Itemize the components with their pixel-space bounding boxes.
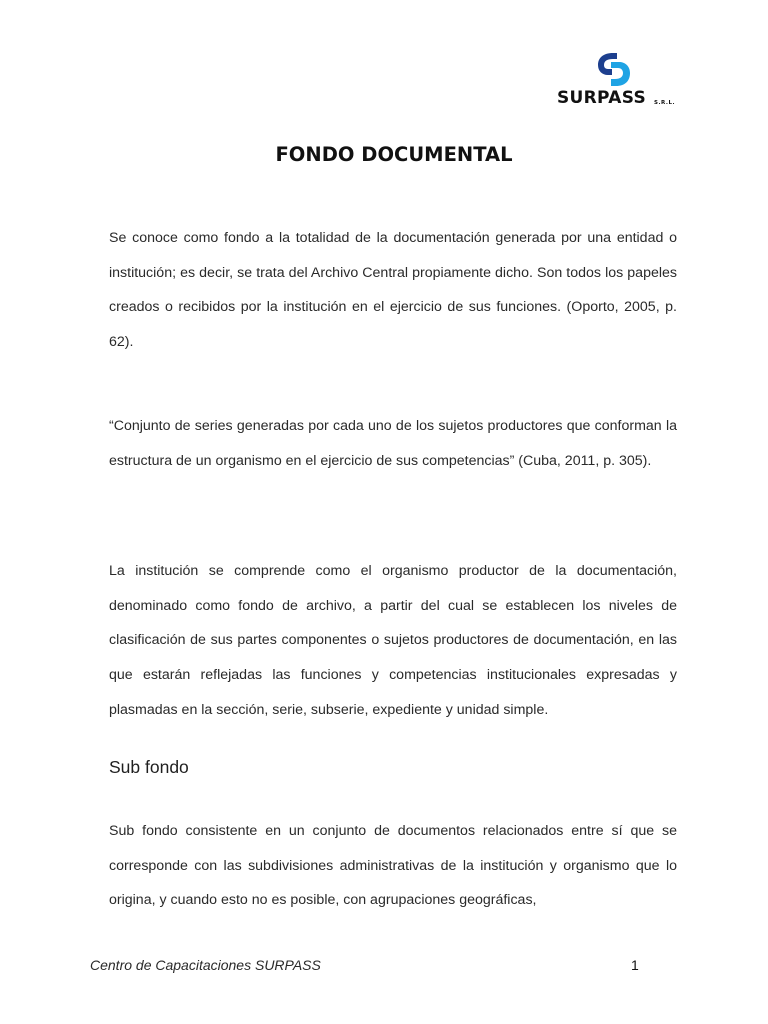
logo-suffix: S.R.L. xyxy=(654,100,676,106)
company-logo xyxy=(553,48,679,120)
paragraph-institucion: La institución se comprende como el organismo productor de la documentación, denominado como fondo de archivo, a partir del cual se establecen los niveles de clasificación de sus partes componentes o sujetos productores de documentación, en las que estarán reflejadas las funciones y competencias institucionales expresadas y plasmadas en la sección, serie, subserie, expediente y unidad simple. xyxy=(109,563,677,718)
page-number: 1 xyxy=(631,957,639,973)
document-title: FONDO DOCUMENTAL xyxy=(275,143,513,166)
paragraph-quote: “Conjunto de series generadas por cada uno de los sujetos productores que conforman la estructura de un organismo en el ejercicio de sus competencias” (Cuba, 2011, p. 305). xyxy=(109,418,677,469)
section-heading-sub-fondo: Sub fondo xyxy=(109,757,189,777)
logo-wordmark: SURPASS xyxy=(557,88,647,108)
surpass-logo-icon xyxy=(591,50,639,90)
paragraph-fondo-definition: Se conoce como fondo a la totalidad de la documentación generada por una entidad o institución; es decir, se trata del Archivo Central propiamente dicho. Son todos los papeles creados o recibidos por la institución en el ejercicio de sus funciones. (Oporto, 2005, p. 62). xyxy=(109,230,677,351)
paragraph-sub-fondo: Sub fondo consistente en un conjunto de documentos relacionados entre sí que se corresponde con las subdivisiones administrativas de la institución y organismo que lo origina, y cuando esto no es posible, con agrupaciones geográficas, xyxy=(109,823,677,909)
footer-text: Centro de Capacitaciones SURPASS xyxy=(90,957,321,973)
